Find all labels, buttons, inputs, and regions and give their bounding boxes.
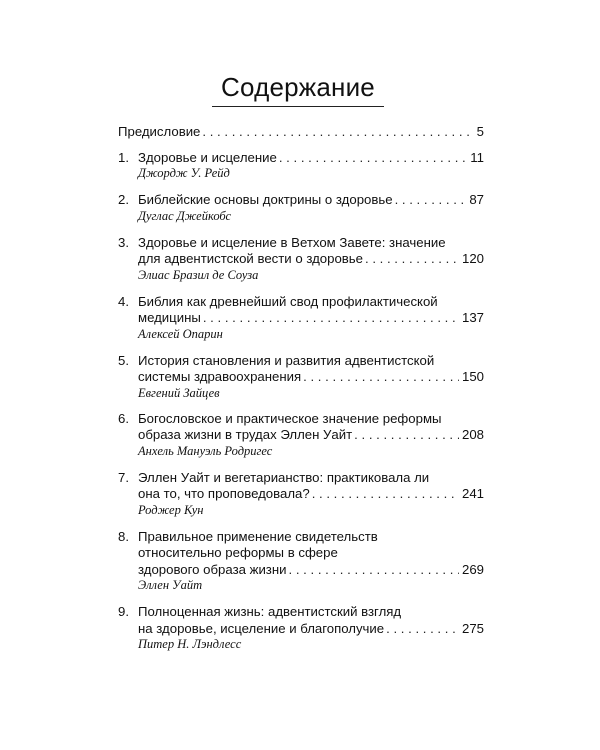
- toc-entry-8: [118, 529, 484, 594]
- toc-page-number: 120: [461, 251, 484, 266]
- toc-page-number: 11: [470, 149, 484, 165]
- toc-page-number: 208: [461, 427, 484, 442]
- toc-entry-title: Здоровье и исцеление: [138, 149, 277, 165]
- toc-page-number: 87: [469, 192, 484, 207]
- dot-leader: [203, 310, 459, 327]
- toc-entry-author: Джордж У. Рейд: [138, 166, 230, 180]
- toc-entry-title: Богословское и практическое значение реформы: [138, 410, 442, 426]
- toc-entry-title: на здоровье, исцеление и благополучие: [138, 620, 385, 636]
- dot-leader: [303, 369, 459, 386]
- toc-entry-number: 8.: [118, 528, 129, 544]
- toc-entry-9: [118, 604, 484, 652]
- toc-page-number: 5: [476, 124, 484, 139]
- toc-entry-title: образа жизни в трудах Эллен Уайт: [138, 427, 353, 442]
- page-title: Содержание: [221, 72, 375, 102]
- dot-leader: [386, 621, 459, 638]
- toc-entry-number: 9.: [118, 604, 129, 619]
- toc-entry-title: относительно реформы в сфере: [138, 545, 338, 560]
- toc-entry-number: 5.: [118, 352, 129, 368]
- dot-leader: [365, 251, 459, 268]
- dot-leader: [289, 562, 459, 579]
- toc-line: [118, 251, 484, 268]
- dot-leader: [312, 486, 459, 503]
- toc-line: [118, 124, 484, 141]
- toc-entry-title: здорового образа жизни: [138, 561, 287, 577]
- toc-entry-3: [118, 235, 484, 283]
- toc-entry-title: Эллен Уайт и вегетарианство: практиковала ли: [138, 469, 430, 485]
- toc-entry-title: Правильное применение свидетельств: [138, 528, 378, 544]
- toc-entry-author: Дуглас Джейкобс: [138, 208, 232, 223]
- toc-page-number: 137: [461, 310, 484, 325]
- toc-line: [118, 604, 484, 621]
- toc-line: [118, 562, 484, 579]
- toc-entry-4: [118, 294, 484, 342]
- toc-entry-title: Здоровье и исцеление в Ветхом Завете: значение: [138, 234, 446, 250]
- toc-line: [118, 294, 484, 311]
- toc-line: [118, 353, 484, 370]
- dot-leader: [279, 150, 467, 167]
- toc-entry-title: Библия как древнейший свод профилактической: [138, 293, 438, 309]
- toc-line: [118, 369, 484, 386]
- toc-line: [118, 310, 484, 327]
- title-underline: [212, 106, 384, 107]
- toc-line: [118, 427, 484, 444]
- toc-entry-title: она то, что проповедовала?: [138, 486, 310, 501]
- toc-page-number: 269: [461, 561, 484, 577]
- toc-entry-number: 1.: [118, 149, 129, 165]
- toc-entry-author: Эллен Уайт: [138, 578, 203, 592]
- toc-entry-number: 7.: [118, 469, 129, 485]
- toc-entry-number: 2.: [118, 192, 129, 207]
- toc-entry-title: медицины: [138, 310, 201, 325]
- toc-entry-5: [118, 353, 484, 401]
- toc-line: [118, 529, 484, 546]
- toc-page-number: 241: [461, 486, 484, 501]
- toc-line: [118, 192, 484, 209]
- toc-entry-number: 4.: [118, 293, 129, 309]
- toc-entry-number: 6.: [118, 410, 129, 426]
- toc-line: [118, 411, 484, 428]
- toc-line: [118, 235, 484, 252]
- toc-entry-1: [118, 150, 484, 182]
- dot-leader: [202, 124, 473, 141]
- toc-entry-author: Алексей Опарин: [138, 326, 223, 341]
- toc-entry-title: системы здравоохранения: [138, 369, 302, 384]
- toc-entry-author: Питер Н. Лэндлесс: [138, 637, 242, 651]
- toc-entry-title: для адвентистской вести о здоровье: [138, 251, 363, 266]
- toc-entry-author: Элиас Бразил де Соуза: [138, 267, 259, 282]
- toc-entry-author: Роджер Кун: [138, 502, 204, 517]
- toc-entry-number: 3.: [118, 234, 129, 250]
- toc-entry-author: Евгений Зайцев: [138, 385, 220, 400]
- toc-line: [118, 621, 484, 638]
- toc-entry-6: [118, 411, 484, 459]
- dot-leader: [354, 427, 459, 444]
- toc-entry-title: Библейские основы доктрины о здоровье: [138, 192, 393, 207]
- toc-entry-7: [118, 470, 484, 518]
- toc-page-number: 275: [461, 620, 484, 636]
- toc-entry-title: История становления и развития адвентистской: [138, 352, 435, 368]
- toc-entry-title: Полноценная жизнь: адвентистский взгляд: [138, 604, 402, 619]
- toc-line: [118, 150, 484, 167]
- toc-entry-2: [118, 192, 484, 224]
- dot-leader: [395, 192, 467, 209]
- table-of-contents: [118, 124, 484, 652]
- toc-entry-author: Анхель Мануэль Родригес: [138, 443, 273, 458]
- toc-page-number: 150: [461, 369, 484, 384]
- toc-line: [118, 486, 484, 503]
- toc-line: [118, 470, 484, 487]
- toc-line: [118, 545, 484, 562]
- toc-entry-preface: [118, 124, 484, 141]
- toc-entry-title: Предисловие: [118, 124, 201, 139]
